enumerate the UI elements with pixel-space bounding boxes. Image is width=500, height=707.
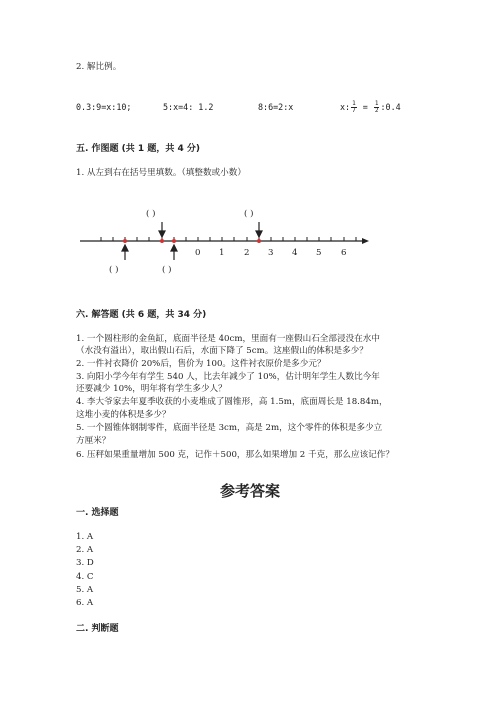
fraction-2-denominator: 2 (374, 107, 379, 114)
answer-item-1: 1. A (76, 532, 94, 542)
section-6-line-1: 1. 一个圆柱形的金鱼缸，底面半径是 40cm，里面有一座假山石全部浸没在水中 (76, 334, 380, 344)
section-6-line-2: （水没有溢出），取出假山石后，水面下降了 5cm。这座假山的体积是多少？ (76, 346, 368, 356)
fraction-2-numerator: 1 (374, 100, 379, 107)
answer-item-6: 6. A (76, 598, 94, 608)
down-arrows (159, 222, 262, 237)
proportion-item-1: 0.3:9=x:10; (76, 102, 132, 112)
answers-section-2-title: 二. 判断题 (76, 624, 119, 634)
answer-item-2: 2. A (76, 545, 94, 555)
proportion-item-3: 8:6=2:x (258, 102, 294, 112)
up-arrows (122, 245, 177, 260)
down-arrow-1-head (159, 231, 165, 237)
proportion-item-2: 5:x=4: 1.2 (163, 102, 214, 112)
section-6-title: 六. 解答题 (共 6 题，共 34 分) (76, 310, 207, 320)
answer-item-4: 4. C (76, 572, 94, 582)
axis-label-6: 6 (341, 248, 347, 258)
down-arrow-2-head (256, 231, 262, 237)
section-6-line-9: 方厘米？ (76, 436, 111, 446)
section-5-question-1: 1. 从左到右在括号里填数。（填整数或小数） (76, 168, 246, 178)
axis-label-3: 3 (268, 248, 274, 258)
fraction-1-numerator: 1 (352, 100, 356, 107)
section-6-line-8: 5. 一个圆锥体钢制零件，底面半径是 3cm，高是 2m，这个零件的体积是多少立 (76, 423, 383, 433)
blank-bottom-1: ( ) (109, 265, 119, 275)
item4-mid: = (357, 102, 373, 112)
question-2-heading: 2. 解比例。 (76, 62, 122, 72)
blank-bottom-2: ( ) (162, 265, 172, 275)
item4-post: :0.4 (380, 102, 401, 112)
fraction-1-denominator: 7 (352, 107, 356, 114)
up-arrow-2-head (171, 245, 177, 251)
section-5-title: 五. 作图题 (共 1 题，共 4 分) (76, 144, 200, 154)
section-6-line-10: 6. 压秤如果重量增加 500 克，记作＋500，那么如果增加 2 千克，那么应该记作？ (76, 450, 394, 460)
axis-label-2: 2 (244, 248, 250, 258)
section-6-line-7: 这堆小麦的体积是多少？ (76, 410, 171, 420)
blank-top-1: ( ) (146, 209, 156, 219)
section-6-line-4: 3. 向阳小学今年有学生 540 人，比去年减少了 10%，估计明年学生人数比今年 (76, 372, 380, 382)
axis-label-1: 1 (219, 248, 225, 258)
axis-label-4: 4 (292, 248, 298, 258)
up-arrow-1-head (122, 245, 128, 251)
point-1 (123, 239, 127, 243)
point-4 (257, 239, 261, 243)
axis-label-5: 5 (316, 248, 322, 258)
blank-top-2: ( ) (244, 209, 254, 219)
section-6-line-5: 还要减少 10%，明年将有学生多少人？ (76, 384, 227, 394)
point-2 (160, 239, 164, 243)
answer-item-5: 5. A (76, 585, 94, 595)
answer-item-3: 3. D (76, 558, 94, 568)
section-6-line-6: 4. 李大爷家去年夏季收获的小麦堆成了圆锥形，高 1.5m，底面周长是 18.84m， (76, 397, 388, 407)
axis-label-0: 0 (195, 248, 201, 258)
answers-title: 参考答案 (219, 482, 280, 500)
item4-pre: x: (340, 102, 351, 112)
point-3 (172, 239, 176, 243)
section-6-line-3: 2. 一件衬衣降价 20%后，售价为 100。这件衬衣原价是多少元？ (76, 359, 326, 369)
number-line-arrowhead (362, 238, 369, 244)
answers-section-1-title: 一. 选择题 (76, 508, 119, 518)
